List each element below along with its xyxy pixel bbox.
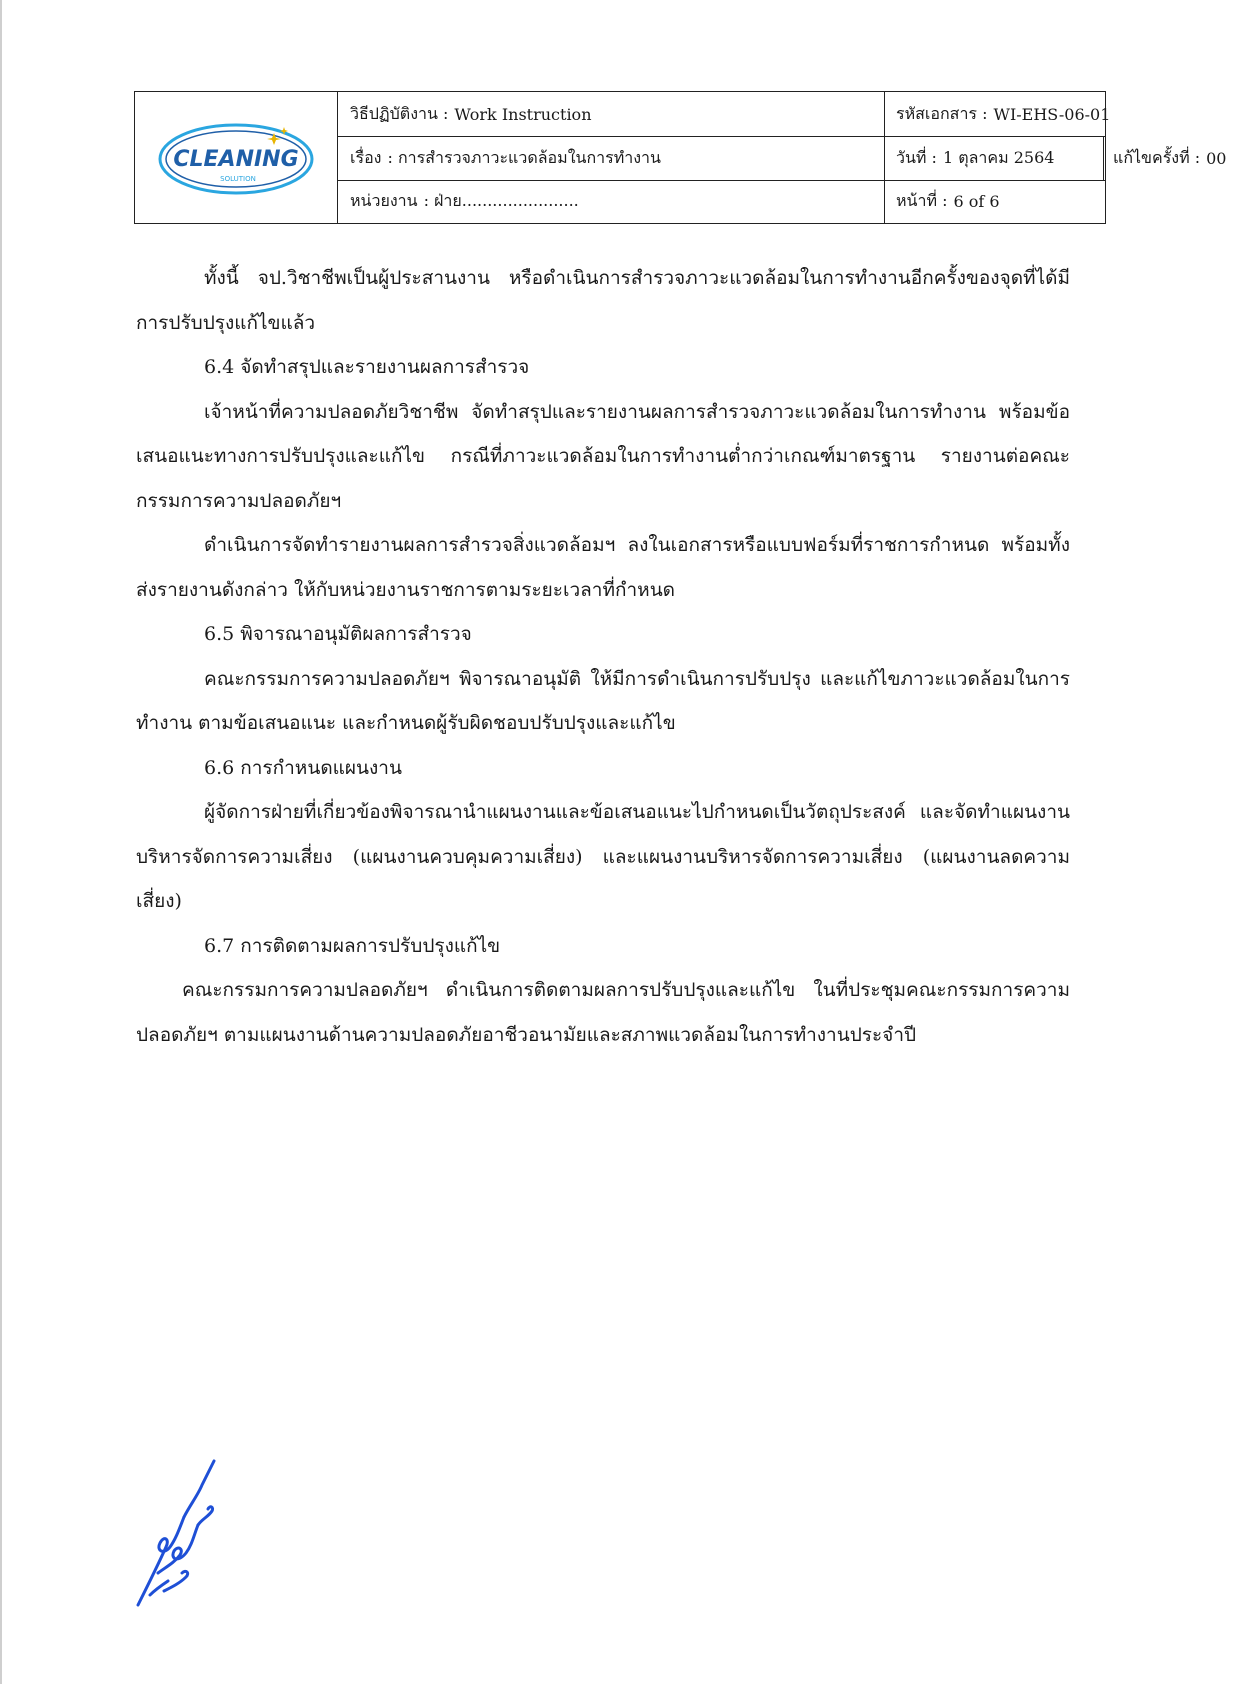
document-body [136, 256, 1070, 1057]
cleaning-solution-logo-icon [156, 113, 316, 203]
work-instruction-cell [338, 92, 884, 136]
page-edge [0, 0, 2, 1684]
paragraph-6-4-report: ดำเนินการจัดทำรายงานผลการสำรวจสิ่งแวดล้อมฯ ลงในเอกสารหรือแบบฟอร์มที่ราชการกำหนด พร้อมทั้งส่งรายงานดังกล่าว ให้กับหน่วยงานราชการตามระยะเวลาที่กำหนด [136, 534, 1070, 601]
work-instruction-value: Work Instruction [454, 104, 592, 124]
paragraph-6-7: คณะกรรมการความปลอดภัยฯ ดำเนินการติดตามผลการปรับปรุงและแก้ไข ในที่ประชุมคณะกรรมการความปลอดภัยฯ ตามแผนงานด้านความปลอดภัยอาชีวอนามัยและสภาพแวดล้อมในการทำงานประจำปี [136, 979, 1070, 1046]
logo-text: CLEANING [173, 146, 299, 172]
section-heading-6-6: 6.6 การกำหนดแผนงาน [204, 756, 402, 779]
revision-cell [1103, 136, 1237, 180]
work-instruction-label: วิธีปฏิบัติงาน : [350, 103, 449, 123]
revision-label: แก้ไขครั้งที่ : [1113, 147, 1201, 167]
subject-cell [338, 136, 884, 180]
revision-value: 00 [1206, 148, 1227, 168]
paragraph-6-4-summary: เจ้าหน้าที่ความปลอดภัยวิชาชีพ จัดทำสรุปและรายงานผลการสำรวจภาวะแวดล้อมในการทำงาน พร้อมข้อเสนอแนะทางการปรับปรุงและแก้ไข กรณีที่ภาวะแวดล้อมในการทำงานต่ำกว่าเกณฑ์มาตรฐาน รายงานต่อคณะกรรมการความปลอดภัยฯ [136, 400, 1070, 512]
date-cell [884, 136, 1103, 180]
date-value: 1 ตุลาคม 2564 [942, 147, 1055, 167]
document-header-table [134, 91, 1227, 224]
date-label: วันที่ : [896, 147, 937, 167]
paragraph-6-5: คณะกรรมการความปลอดภัยฯ พิจารณาอนุมัติ ให้มีการดำเนินการปรับปรุง และแก้ไขภาวะแวดล้อมในการทำงาน ตามข้อเสนอแนะ และกำหนดผู้รับผิดชอบปรับปรุงและแก้ไข [136, 667, 1070, 734]
page-number-label: หน้าที่ : [896, 191, 948, 210]
department-value: : ฝ่าย....................... [423, 191, 579, 210]
section-heading-6-4: 6.4 จัดทำสรุปและรายงานผลการสำรวจ [204, 356, 530, 378]
paragraph-6-6: ผู้จัดการฝ่ายที่เกี่ยวข้องพิจารณานำแผนงานและข้อเสนอแนะไปกำหนดเป็นวัตถุประสงค์ และจัดทำแผนงานบริหารจัดการความเสี่ยง (แผนงานควบคุมความเสี่ยง) และแผนงานบริหารจัดการความเสี่ยง (แผนงานลดความเสี่ยง) [136, 801, 1070, 912]
section-heading-6-5: 6.5 พิจารณาอนุมัติผลการสำรวจ [204, 623, 472, 645]
department-label: หน่วยงาน [350, 191, 418, 210]
doc-code-value: WI-EHS-06-01 [993, 104, 1111, 124]
doc-code-cell [884, 92, 1111, 136]
section-heading-6-7: 6.7 การติดตามผลการปรับปรุงแก้ไข [204, 934, 501, 957]
logo-subtext: SOLUTION [220, 174, 256, 183]
doc-code-label: รหัสเอกสาร : [896, 103, 988, 123]
paragraph-intro: ทั้งนี้ จป.วิชาชีพเป็นผู้ประสานงาน หรือดำเนินการสำรวจภาวะแวดล้อมในการทำงานอีกครั้งของจุดที่ได้มีการปรับปรุงแก้ไขแล้ว [136, 267, 1070, 334]
company-logo [135, 92, 338, 223]
subject-label: เรื่อง [350, 147, 382, 167]
page-number-cell [884, 180, 1105, 223]
department-cell [338, 180, 884, 223]
page-number-value: 6 of 6 [953, 192, 1000, 211]
handwritten-signature [128, 1455, 228, 1615]
subject-value: : การสำรวจภาวะแวดล้อมในการทำงาน [387, 147, 661, 167]
